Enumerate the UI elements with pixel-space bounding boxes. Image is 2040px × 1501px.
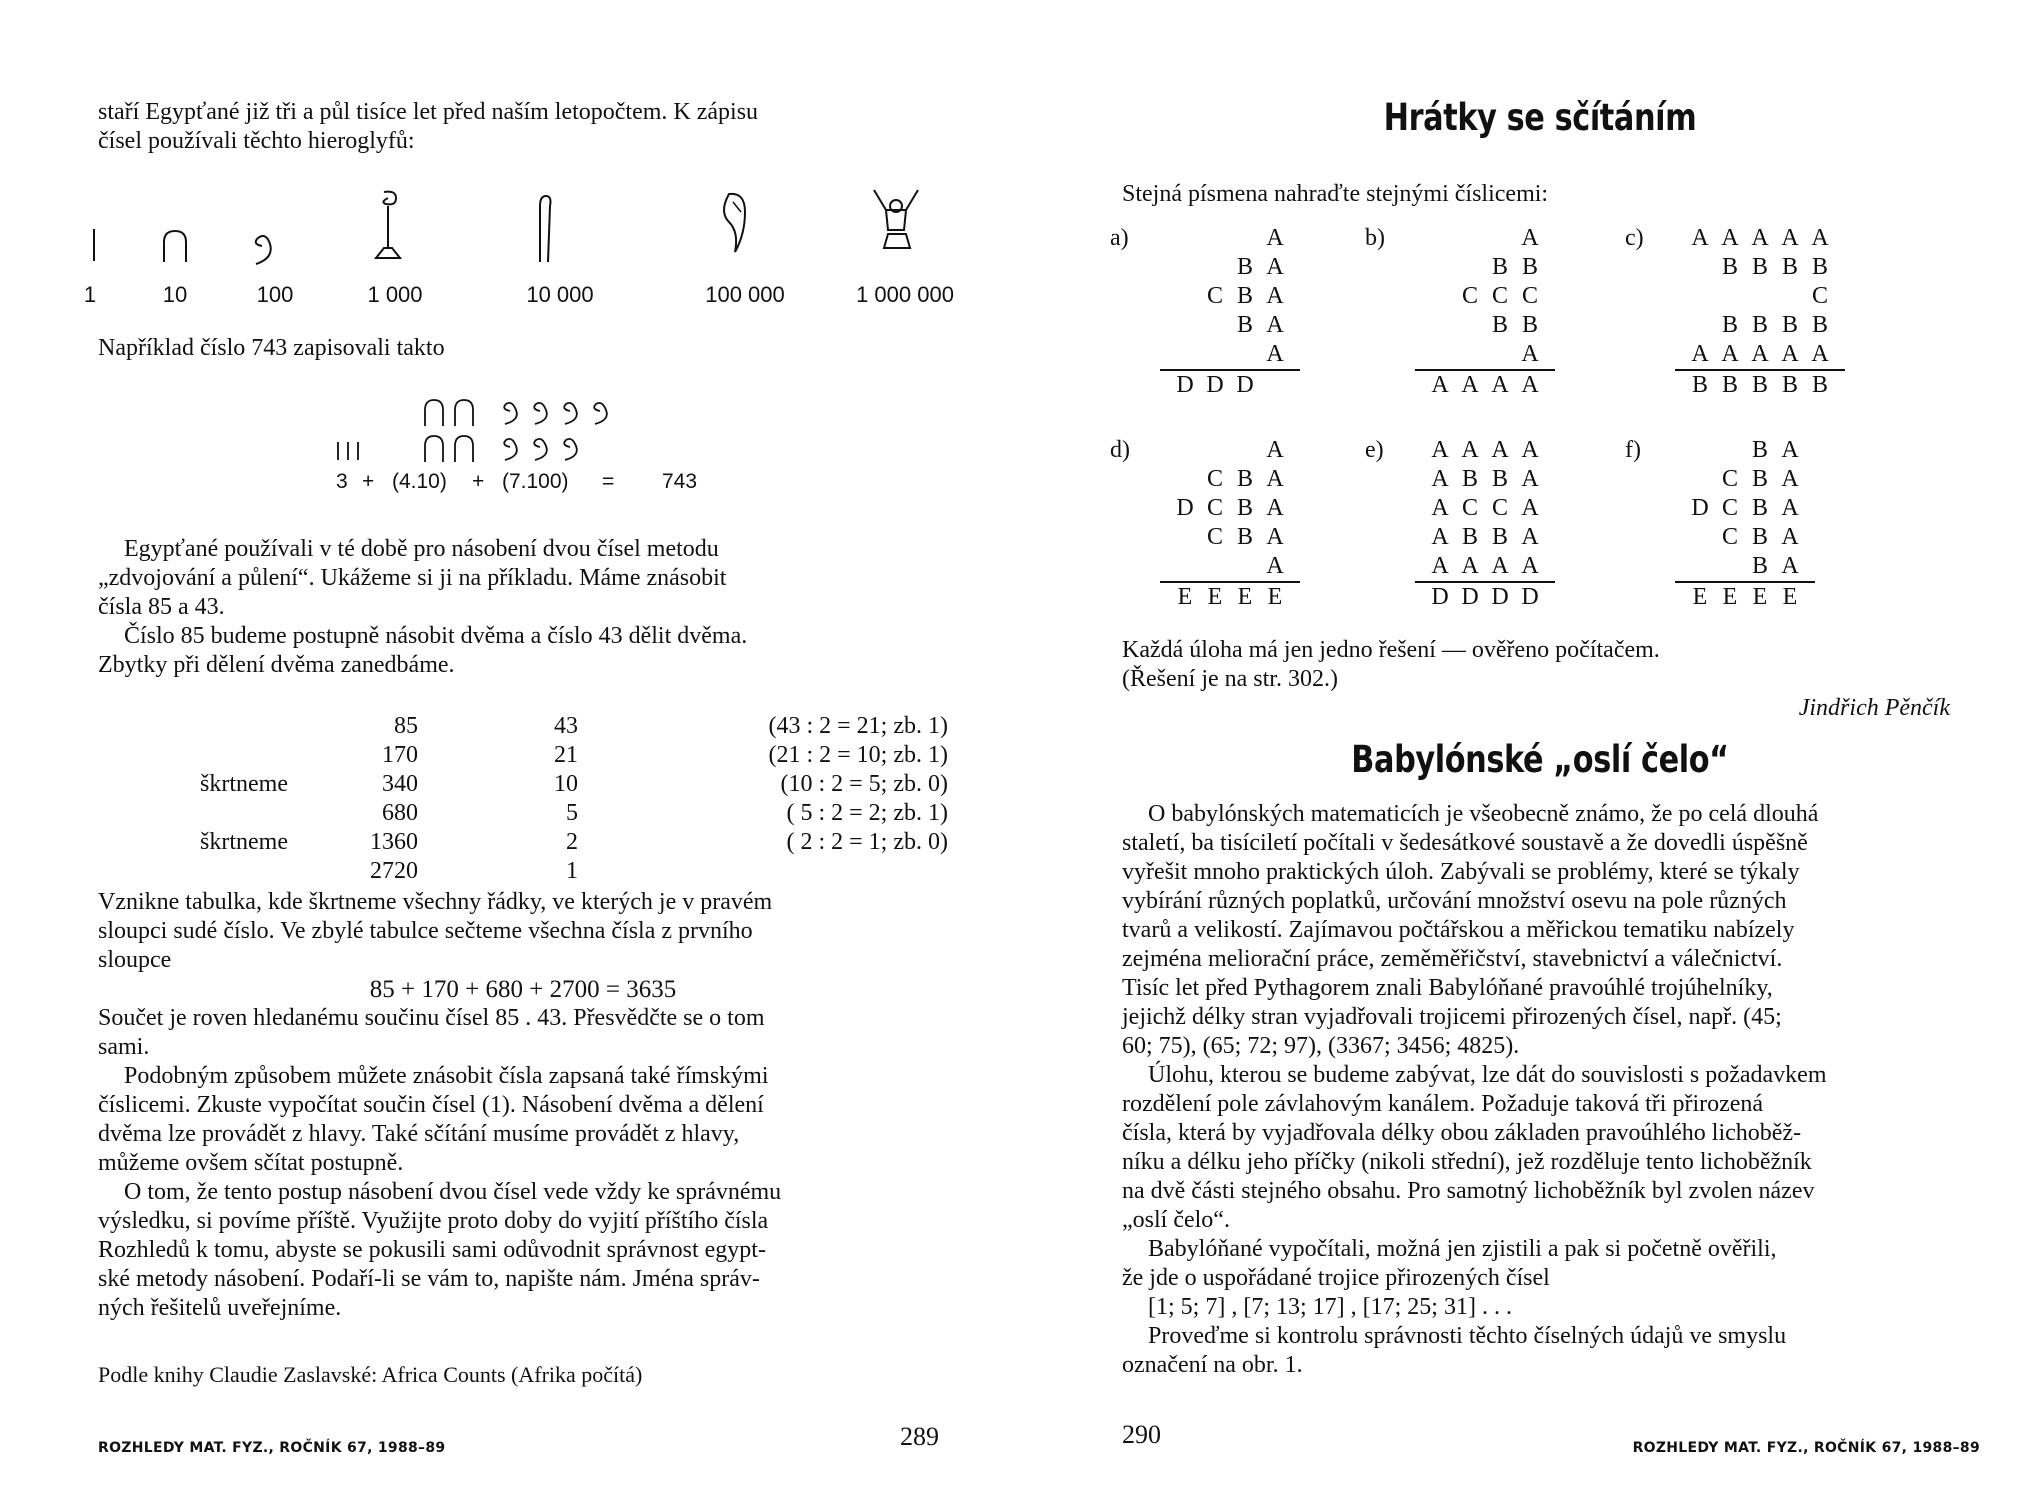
equation-part: + [362,470,375,493]
puzzle-letter: A [1266,524,1284,550]
puzzle-letter: B [1491,524,1508,550]
puzzle-row [1170,253,1300,282]
puzzle-letter [1685,523,1715,552]
puzzle-row [1685,224,1845,253]
puzzle-result-row [1675,369,1845,400]
instruction-text: Stejná písmena nahraďte stejnými číslicemi: [1122,181,1549,207]
puzzle-row [1685,436,1815,465]
puzzle-label: c) [1625,225,1644,251]
puzzle-result-row [1675,581,1815,612]
puzzle-row [1425,340,1555,369]
puzzle-row [1425,224,1555,253]
intro-text [98,98,948,156]
puzzle-letter: A [1521,524,1539,550]
puzzle-letter: C [1721,495,1738,521]
puzzle-letter: A [1266,254,1284,280]
puzzle-letter: D [1176,495,1194,521]
puzzle-letter: A [1266,437,1284,463]
puzzle-letter: A [1521,466,1539,492]
puzzle-letter: C [1521,283,1538,309]
table-row: 680 5 ( 5 : 2 = 2; zb. 1) [382,800,948,826]
puzzle-letter: B [1811,372,1828,398]
puzzle-letter [1715,436,1745,465]
equation-part: (7.100) [502,470,569,493]
puzzle-letter [1455,253,1485,282]
hieroglyph-value: 10 [162,282,188,307]
puzzle-letter [1170,311,1200,340]
page-number: 290 [1122,1420,1161,1449]
tadpole-hieroglyph-icon [715,188,755,256]
puzzle-letter: A [1266,495,1284,521]
puzzle-row [1685,523,1815,552]
puzzle-letter [1200,552,1230,581]
puzzle-letter: A [1431,524,1449,550]
puzzle-letter: B [1236,495,1253,521]
puzzle-letter: B [1751,466,1768,492]
puzzle-letter: B [1751,254,1768,280]
puzzle-result-row [1415,369,1555,400]
puzzle-letter: A [1521,341,1539,367]
puzzle-letter: B [1751,495,1768,521]
puzzle-row [1170,436,1300,465]
right-page [1020,0,2040,1501]
puzzle-letter: D [1236,372,1254,398]
puzzle-row [1685,552,1815,581]
puzzle-letter [1425,282,1455,311]
note-text: Každá úloha má jen jedno řešení — ověřeno počítačem. (Řešení je na str. 302.) [1122,637,1660,692]
equation-part: = [602,470,615,493]
puzzle-row [1425,494,1555,523]
puzzle-letter [1685,436,1715,465]
puzzle-letter: A [1781,553,1799,579]
puzzle-letter [1230,436,1260,465]
puzzle-row [1685,494,1815,523]
puzzle-row [1170,465,1300,494]
puzzle-c [1625,224,1845,400]
puzzle-letter: B [1236,312,1253,338]
puzzle-row [1685,253,1845,282]
page-number: 289 [900,1422,939,1451]
puzzle-letter: C [1461,283,1478,309]
puzzle-row [1170,552,1300,581]
paragraph: O babylónských matematicích je všeobecně známo, že po celá dlouhá staletí, ba tisíciletí počítali v šedesátkové soustavě a že dovedli úspěšně vyřešit mnoho praktických úloh. Zabývali se problémy, které se týkaly vybírání různých poplatků, určování množství osevu na pole různých tvarů a velikostí. Zajímavou počtářskou a měřickou tematiku nabízely zejména meliorační práce, zeměměřičství, stavebnictví a válečnictví. Tisíc let před Pythagorem znali Babylóňané pravoúhlé trojúhelníky, jejichž délky stran vyjadřovali trojicemi přirozených čísel, např. (45; 60; 75), (65; 72; 97), (3367; 3456; 4825). Úlohu, kterou se budeme zabývat, lze dát do souvislosti s požadavkem rozdělení pole závlahovým kanálem. Požaduje taková tři přirozená čísla, která by vyjadřovala délky obou základen pravoúhlého lichoběž- níku a délku jeho příčky (nikoli střední), jež rozděluje tento lichoběžník na dvě části stejného obsahu. Pro samotný lichoběžník byl zvolen název „oslí čelo“. Babylóňané vypočítali, možná jen zjistili a pak si početně ověřili, že jde o uspořádané trojice přirozených čísel [1; 5; 7] , [7; 13; 17] , [17; 25; 31] . . . Proveďme si kontrolu správnosti těchto číselných údajů ve smyslu označení na obr. 1. [1122,800,1992,1380]
puzzle-letter: A [1491,437,1509,463]
puzzle-letter: A [1266,312,1284,338]
source-citation: Podle knihy Claudie Zaslavské: Africa Counts (Afrika počítá) [98,1362,643,1387]
puzzle-letter [1685,465,1715,494]
puzzle-letter: E [1237,584,1253,610]
puzzle-letter: A [1431,437,1449,463]
puzzle-letter: B [1721,312,1738,338]
table-row: 170 21 (21 : 2 = 10; zb. 1) [382,742,948,768]
puzzle-letter [1425,311,1455,340]
puzzle-letter: A [1431,466,1449,492]
article-title: Babylónské „oslí čelo“ [1351,738,1729,781]
puzzle-letter: C [1491,495,1508,521]
triples: [1; 5; 7] , [7; 13; 17] , [17; 25; 31] . . . [1148,1294,1512,1320]
puzzle-letter: B [1721,254,1738,280]
puzzle-letter: D [1521,584,1539,610]
puzzle-letter: E [1782,584,1798,610]
puzzle-letter: C [1721,524,1738,550]
puzzle-letter: A [1781,225,1799,251]
hieroglyph-value: 1 000 000 [856,282,954,307]
puzzle-row [1425,465,1555,494]
sum-formula: 85 + 170 + 680 + 2700 = 3635 [369,976,677,1003]
puzzle-letter: D [1691,495,1709,521]
table-row: 2720 1 [370,858,578,884]
puzzle-row [1425,552,1555,581]
puzzle-letter: A [1266,553,1284,579]
puzzle-letter [1455,311,1485,340]
puzzle-letter: C [1721,466,1738,492]
puzzle-letter [1170,340,1200,369]
puzzle-letter: C [1461,495,1478,521]
puzzle-letter: A [1266,225,1284,251]
table-row: škrtneme 1360 2 ( 2 : 2 = 1; zb. 0) [200,829,948,855]
puzzle-row [1425,436,1555,465]
puzzle-letter: D [1176,372,1194,398]
puzzle-row [1170,282,1300,311]
puzzle-letter [1200,340,1230,369]
puzzle-letter: C [1811,283,1828,309]
puzzle-row [1685,311,1845,340]
puzzle-letter: B [1811,312,1828,338]
puzzle-letter [1425,224,1455,253]
puzzle-letter: B [1236,524,1253,550]
puzzle-letter: B [1751,312,1768,338]
puzzle-result-row [1160,369,1300,400]
puzzle-letter [1485,224,1515,253]
puzzle-letter: B [1236,254,1253,280]
finger-hieroglyph-icon [530,192,556,266]
puzzle-row [1685,340,1845,369]
puzzle-letter: E [1692,584,1708,610]
puzzle-letter [1200,436,1230,465]
puzzle-letter: A [1431,553,1449,579]
puzzle-row [1170,523,1300,552]
puzzle-letter: B [1781,312,1798,338]
running-footer: ROZHLEDY MAT. FYZ., ROČNÍK 67, 1988–89 [1632,1440,1980,1456]
author-name: Jindřich Pěnčík [1798,695,1950,721]
puzzle-letter [1230,224,1260,253]
hieroglyph-value: 100 000 [705,282,785,307]
puzzle-letter: A [1521,372,1539,398]
puzzle-letter: E [1267,584,1283,610]
puzzle-letter: A [1781,437,1799,463]
puzzle-letter [1200,253,1230,282]
puzzle-letter: D [1491,584,1509,610]
intro-line: čísel používali těchto hieroglyfů: [98,128,415,154]
puzzle-letter [1685,282,1715,311]
puzzle-letter [1230,340,1260,369]
puzzle-result-row [1160,581,1300,612]
puzzle-letter: B [1721,372,1738,398]
puzzle-letter [1455,224,1485,253]
running-footer: ROZHLEDY MAT. FYZ., ROČNÍK 67, 1988–89 [98,1440,446,1456]
example-equation [336,470,716,494]
puzzle-row [1425,311,1555,340]
puzzle-label: a) [1110,225,1129,251]
puzzle-letter: E [1207,584,1223,610]
puzzle-result-row [1415,581,1555,612]
puzzle-letter: C [1491,283,1508,309]
puzzle-letter: D [1461,584,1479,610]
puzzle-letter: D [1206,372,1224,398]
puzzle-row [1425,282,1555,311]
hieroglyph-value: 1 [83,282,97,307]
puzzle-label: d) [1110,437,1130,463]
puzzle-letter: A [1721,225,1739,251]
heel-bone-hieroglyph-icon [160,228,190,264]
puzzle-letter [1685,311,1715,340]
puzzle-a [1110,224,1300,400]
puzzle-letter: A [1751,225,1769,251]
puzzle-letter: B [1751,372,1768,398]
puzzle-letter: A [1266,283,1284,309]
puzzle-label: f) [1625,437,1641,463]
puzzle-letter [1170,436,1200,465]
puzzle-letter: B [1491,312,1508,338]
puzzle-letter: A [1781,341,1799,367]
puzzle-row [1170,494,1300,523]
puzzle-letter: B [1781,372,1798,398]
puzzle-letter: B [1236,466,1253,492]
puzzle-letter [1170,253,1200,282]
puzzle-letter: C [1206,283,1223,309]
puzzle-letter: A [1721,341,1739,367]
example-text: Například číslo 743 zapisovali takto [98,335,445,361]
puzzle-letter [1260,371,1290,400]
table-row: 85 43 (43 : 2 = 21; zb. 1) [394,713,948,739]
puzzle-row [1170,311,1300,340]
puzzle-letter [1200,311,1230,340]
puzzle-letter [1425,340,1455,369]
coil-hieroglyph-icon [248,228,280,268]
puzzle-letter: B [1691,372,1708,398]
article-title: Hrátky se sčítáním [1383,96,1697,139]
equation-part: (4.10) [392,470,447,493]
puzzle-letter [1170,523,1200,552]
puzzle-letter: A [1461,553,1479,579]
puzzle-letter: E [1722,584,1738,610]
puzzle-letter: A [1781,466,1799,492]
puzzle-letter: A [1431,372,1449,398]
puzzle-letter [1745,282,1775,311]
puzzle-letter [1170,224,1200,253]
puzzle-letter [1230,552,1260,581]
puzzle-letter: A [1431,495,1449,521]
equation-part: 743 [662,470,698,493]
puzzle-letter: E [1177,584,1193,610]
puzzle-letter: A [1811,225,1829,251]
puzzle-letter: A [1751,341,1769,367]
puzzle-letter: A [1461,372,1479,398]
multiplication-table [200,712,948,886]
puzzle-letter [1170,282,1200,311]
puzzle-letter: D [1431,584,1449,610]
paragraph: Vznikne tabulka, kde škrtneme všechny řádky, ve kterých je v pravém sloupci sudé číslo. Ve zbylé tabulce sečteme všechna čísla z prvního sloupce 85 + 170 + 680 + 2700 = 3635 Součet je roven hledanému součinu čísel 85 . 43. Přesvědčte se o tom sami. Podobným způsobem můžete znásobit čísla zapsaná také římskými číslicemi. Zkuste vypočítat součin čísel (1). Násobení dvěma a dělení dvěma lze provádět z hlavy. Také sčítání musíme provádět z hlavy, můžeme ovšem sčítat postupně. O tom, že tento postup násobení dvou čísel vede vždy ke správnému výsledku, si povíme příště. Využijte proto doby do vyjití příštího čísla Rozhledů k tomu, abyste se pokusili sami odůvodnit správnost egypt- ské metody násobení. Podaří-li se vám to, napište nám. Jména správ- ných řešitelů uveřejníme. [98,888,948,1323]
puzzle-letter: A [1461,437,1479,463]
intro-line: staří Egypťané již tři a půl tisíce let před naším letopočtem. K zápisu [98,99,759,125]
puzzle-f [1625,436,1815,612]
puzzle-letter: A [1521,225,1539,251]
puzzle-letter: B [1751,524,1768,550]
puzzle-letter: B [1461,524,1478,550]
puzzle-row [1685,465,1815,494]
puzzle-letter [1170,552,1200,581]
puzzle-letter: A [1266,341,1284,367]
stroke-hieroglyph-icon [88,225,100,265]
puzzle-letter: A [1811,341,1829,367]
puzzle-letter: B [1751,553,1768,579]
puzzle-letter [1485,340,1515,369]
lotus-hieroglyph-icon [370,188,406,264]
puzzle-letter [1455,340,1485,369]
puzzle-letter: B [1491,466,1508,492]
puzzle-label: e) [1365,437,1384,463]
puzzle-letter: A [1691,341,1709,367]
kneeling-god-hieroglyph-icon [868,186,924,256]
puzzle-letter: C [1206,524,1223,550]
puzzle-letter: B [1751,437,1768,463]
puzzle-letter: A [1491,553,1509,579]
puzzle-letter: B [1811,254,1828,280]
puzzle-letter: B [1461,466,1478,492]
puzzle-row [1425,253,1555,282]
puzzle-label: b) [1365,225,1385,251]
puzzle-row [1170,224,1300,253]
puzzle-letter [1715,282,1745,311]
puzzle-letter [1685,253,1715,282]
puzzle-letter: C [1206,466,1223,492]
puzzle-letter: A [1521,553,1539,579]
puzzle-letter [1200,224,1230,253]
table-row: škrtneme 340 10 (10 : 2 = 5; zb. 0) [200,771,948,797]
puzzle-letter: B [1491,254,1508,280]
puzzle-letter: A [1521,495,1539,521]
puzzle-letter: B [1781,254,1798,280]
hieroglyph-value: 10 000 [526,282,594,307]
puzzle-letter: A [1781,495,1799,521]
puzzle-letter: A [1266,466,1284,492]
puzzle-letter: E [1752,584,1768,610]
puzzle-letter [1685,552,1715,581]
puzzle-e [1365,436,1555,612]
hieroglyph-value: 100 [256,282,294,307]
puzzle-letter: A [1781,524,1799,550]
puzzle-letter: C [1206,495,1223,521]
puzzle-letter: A [1491,372,1509,398]
puzzle-letter: B [1521,312,1538,338]
puzzle-row [1425,523,1555,552]
equation-part: + [472,470,485,493]
puzzle-letter [1775,282,1805,311]
equation-part: 3 [336,470,348,493]
puzzle-b [1365,224,1555,400]
puzzle-letter [1170,465,1200,494]
puzzle-letter: B [1236,283,1253,309]
puzzle-row [1685,282,1845,311]
puzzle-row [1170,340,1300,369]
puzzle-letter: A [1521,437,1539,463]
puzzle-letter [1715,552,1745,581]
hieroglyph-value: 1 000 [367,282,423,307]
puzzle-letter [1425,253,1455,282]
paragraph: Egypťané používali v té době pro násobení dvou čísel metodu „zdvojování a půlení“. Ukážeme si ji na příkladu. Máme znásobit čísla 85 a 43. Číslo 85 budeme postupně násobit dvěma a číslo 43 dělit dvěma. Zbytky při dělení dvěma zanedbáme. [98,536,748,678]
puzzle-d [1110,436,1300,612]
puzzle-letter: B [1521,254,1538,280]
puzzle-letter: A [1691,225,1709,251]
